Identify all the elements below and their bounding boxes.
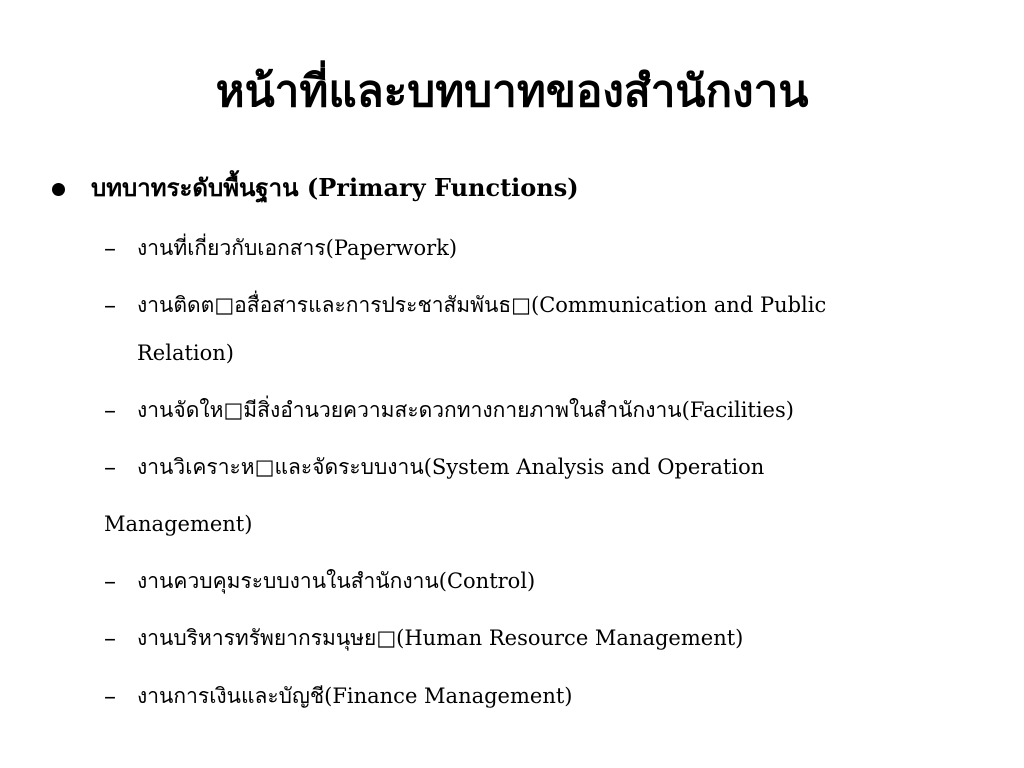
slide-title: หน้าที่และบทบาทของสำนักงาน [215,66,809,117]
sub-item-label: งานบริหารทรัพยากรมนุษย□(Human Resource Management) [137,626,744,650]
bullet-label: บทบาทระดับพื้นฐาน (Primary Functions) [91,173,579,202]
sub-item-finance [104,676,572,716]
sub-item-label: งานควบคุมระบบงานในสำนักงาน(Control) [137,569,536,593]
bullet-dot-icon [52,183,65,196]
sub-item-label: งานติดต□อสื่อสารและการประชาสัมพันธ□(Communication and Public [137,293,827,317]
sub-item-facilities [104,390,794,430]
sub-item-human-resource [104,618,743,658]
sub-item-continuation: Management) [104,512,253,536]
sub-item-label: งานที่เกี่ยวกับเอกสาร(Paperwork) [137,236,458,260]
dash-icon: – [104,453,116,481]
dash-icon: – [104,396,116,424]
dash-icon: – [104,567,116,595]
dash-icon: – [104,682,116,710]
bullet-primary-functions [52,168,579,208]
dash-icon: – [104,291,116,319]
sub-item-control [104,561,535,601]
sub-item-label: งานวิเคราะห□และจัดระบบงาน(System Analysis and Operation [137,455,765,479]
sub-item-continuation: Relation) [137,341,234,365]
dash-icon: – [104,624,116,652]
sub-item-paperwork [104,228,457,268]
sub-item-label: งานการเงินและบัญชี(Finance Management) [137,684,573,708]
dash-icon: – [104,234,116,262]
sub-item-system-analysis [104,447,764,487]
sub-item-label: งานจัดให□มีสิ่งอำนวยความสะดวกทางกายภาพในสำนักงาน(Facilities) [137,398,794,422]
sub-item-communication [104,285,826,325]
